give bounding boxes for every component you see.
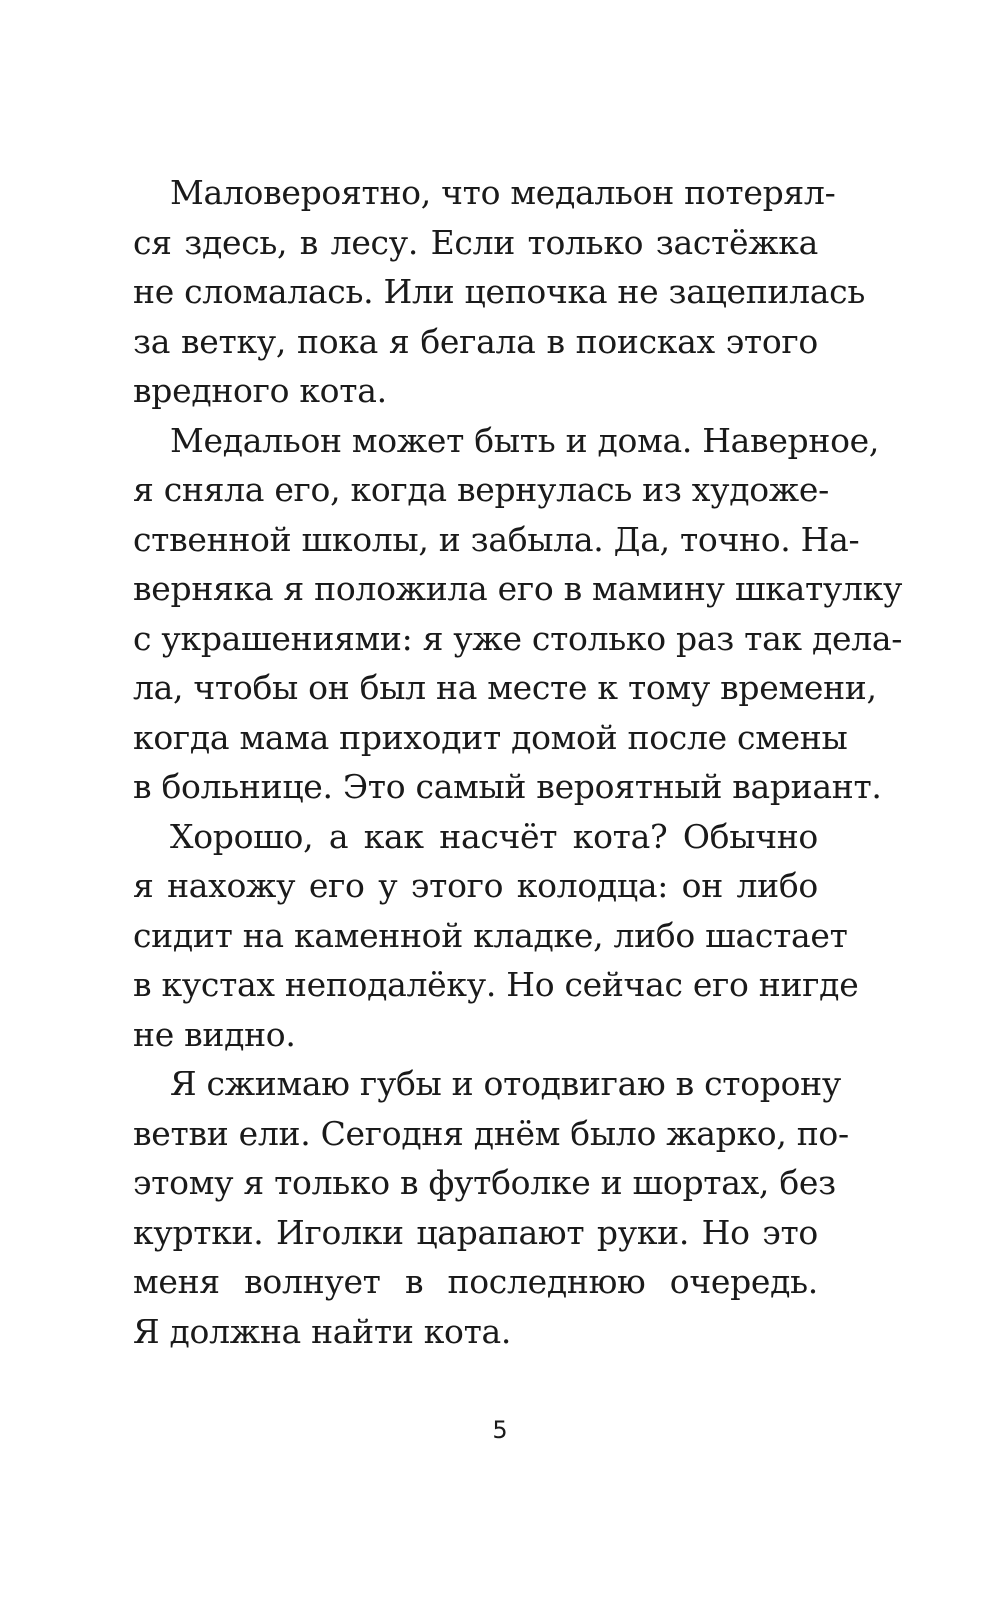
text-line: не видно.: [133, 1014, 296, 1054]
text-line: я нахожу его у этого колодца: он либо: [133, 866, 818, 905]
body-text: [133, 168, 903, 1356]
text-line: ла, чтобы он был на месте к тому времени,: [133, 668, 877, 707]
page-number: 5: [492, 1416, 508, 1444]
text-line: вредного кота.: [133, 371, 387, 410]
text-line: верняка я положила его в мамину шкатулку: [133, 569, 903, 608]
text-line: не сломалась. Или цепочка не зацепилась: [133, 272, 865, 311]
text-line: Хорошо, а как насчёт кота? Обычно: [170, 816, 818, 856]
text-line: Я сжимаю губы и отодвигаю в сторону: [170, 1064, 841, 1103]
paragraph-3: [133, 812, 859, 1060]
text-line: этому я только в футболке и шортах, без: [133, 1163, 836, 1202]
text-line: ветви ели. Сегодня днём было жарко, по-: [133, 1113, 849, 1153]
text-line: куртки. Иголки царапают руки. Но это: [133, 1212, 818, 1252]
text-line: за ветку, пока я бегала в поисках этого: [133, 321, 818, 361]
paragraph-4: [133, 1059, 849, 1356]
text-line: ся здесь, в лесу. Если только застёжка: [133, 222, 818, 262]
text-line: сидит на каменной кладке, либо шастает: [133, 915, 848, 955]
text-line: Маловероятно, что медальон потерял-: [170, 173, 836, 212]
text-line: Я должна найти кота.: [133, 1311, 512, 1351]
paragraph-2: [133, 416, 903, 812]
text-line: с украшениями: я уже столько раз так дела-: [133, 618, 903, 658]
text-line: ственной школы, и забыла. Да, точно. На-: [133, 519, 860, 559]
text-line: я сняла его, когда вернулась из художе-: [133, 470, 829, 509]
text-line: Медальон может быть и дома. Наверное,: [170, 420, 880, 460]
paragraph-1: [133, 168, 865, 416]
text-line: в больнице. Это самый вероятный вариант.: [133, 767, 882, 806]
text-line: когда мама приходит домой после смены: [133, 717, 848, 757]
text-line: меня волнует в последнюю очередь.: [133, 1262, 818, 1301]
text-line: в кустах неподалёку. Но сейчас его нигде: [133, 965, 859, 1004]
